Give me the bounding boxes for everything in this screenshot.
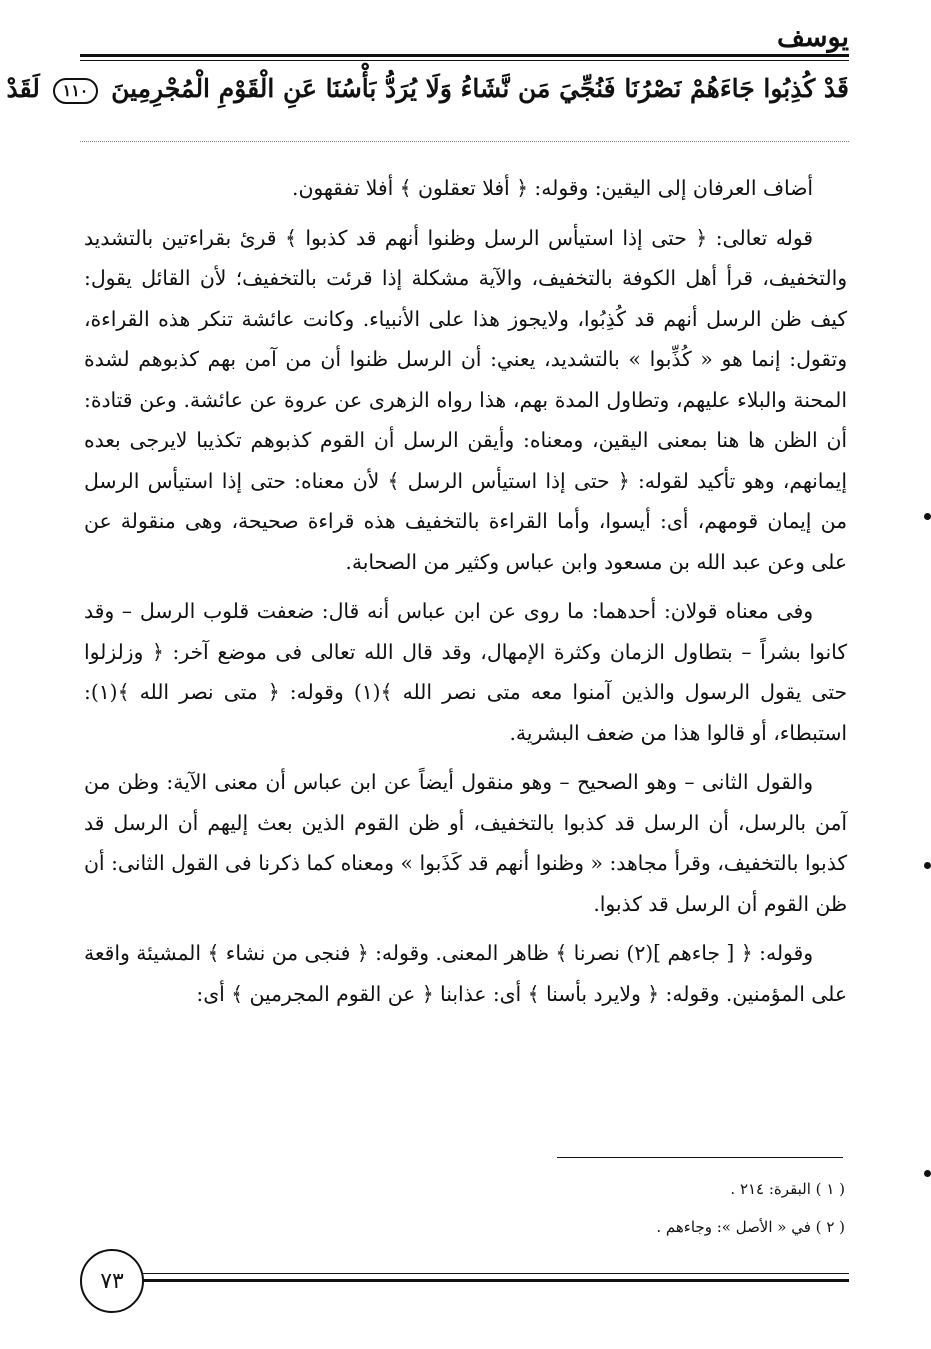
paragraph: أضاف العرفان إلى اليقين: وقوله: ﴿ أفلا تعقلون ﴾ أفلا تفقهون.	[292, 176, 813, 200]
quran-verse-line	[6, 74, 849, 104]
commentary-body	[84, 168, 847, 1023]
footnote-separator	[557, 1157, 843, 1158]
verse-separator	[80, 141, 849, 142]
margin-mark	[924, 862, 931, 869]
header-rule-thin	[80, 60, 849, 61]
footnote: ( ١ ) البقرة: ٢١٤ .	[730, 1180, 845, 1198]
margin-mark	[924, 513, 931, 520]
paragraph: وفى معناه قولان: أحدهما: ما روى عن ابن عباس أنه قال: ضعفت قلوب الرسل – وقد كانوا بشراً – بتطاول الزمان وكثرة الإمهال، وقد قال الله تعالى فى موضع آخر: ﴿ وزلزلوا حتى يقول الرسول والذين آمنوا معه متى نصر الله ﴾(١) وقوله: ﴿ متى نصر الله ﴾(١): استبطاء، أو قالوا هذا من ضعف البشرية.	[84, 599, 847, 745]
footer-rule-thin	[130, 1273, 849, 1274]
footnote: ( ٢ ) في « الأصل »: وجاءهم .	[656, 1218, 845, 1236]
ayah-number-marker: ١١٠	[53, 78, 99, 104]
margin-mark	[924, 1170, 931, 1177]
paragraph: وقوله: ﴿ [ جاءهم ](٢) نصرنا ﴾ ظاهر المعنى. وقوله: ﴿ فنجى من نشاء ﴾ المشيئة واقعة على المؤمنين. وقوله: ﴿ ولايرد بأسنا ﴾ أى: عذابنا ﴿ عن القوم المجرمين ﴾ أى:	[84, 941, 847, 1006]
verse-text: قَدْ كُذِبُوا جَاءَهُمْ نَصْرُنَا فَنُجِّيَ مَن نَّشَاءُ وَلَا يُرَدُّ بَأْسُنَا عَنِ الْقَوْمِ الْمُجْرِمِينَ	[111, 74, 849, 103]
next-verse-word: لَقَدْ	[6, 74, 40, 103]
header-rule-thick	[80, 54, 849, 57]
paragraph: والقول الثانى – وهو الصحيح – وهو منقول أيضاً عن ابن عباس أن معنى الآية: وظن من آمن بالرسل، أن الرسل قد كذبوا بالتخفيف، أو ظن القوم الذين بعث إليهم أن الرسل قد كذبوا بالتخفيف، وقرأ مجاهد: « وظنوا أنهم قد كَذَبوا » ومعناه كما ذكرنا فى القول الثانى: أن ظن القوم أن الرسل قد كذبوا.	[84, 770, 847, 916]
paragraph: قوله تعالى: ﴿ حتى إذا استيأس الرسل وظنوا أنهم قد كذبوا ﴾ قرئ بقراءتين بالتشديد والتخفيف، قرأ أهل الكوفة بالتخفيف، والآية مشكلة إذا قرئت بالتخفيف؛ لأن القائل يقول: كيف ظن الرسل أنهم قد كُذِبُوا، ولايجوز هذا على الأنبياء. وكانت عائشة تنكر هذه القراءة، وتقول: إنما هو « كُذِّبوا » بالتشديد، يعني: أن الرسل ظنوا أن من آمن بهم كذبوهم لشدة المحنة والبلاء عليهم، وتطاول المدة بهم، هذا رواه الزهرى عن عروة عن عائشة. وعن قتادة: أن الظن ها هنا بمعنى اليقين، ومعناه: وأيقن الرسل أن القوم كذبوهم تكذيبا لايرجى بعده إيمانهم، وهو تأكيد لقوله: ﴿ حتى إذا استيأس الرسل ﴾ لأن معناه: حتى إذا استيأس الرسل من إيمان قومهم، أى: أيسوا، وأما القراءة بالتخفيف هذه قراءة صحيحة، وهى منقولة عن على وعن عبد الله بن مسعود وابن عباس وكثير من الصحابة.	[84, 225, 847, 574]
page-number: ٧٣	[80, 1249, 144, 1313]
surah-title: يوسف	[776, 22, 849, 53]
footnotes	[345, 1170, 845, 1246]
footer-rule-thick	[130, 1279, 849, 1282]
